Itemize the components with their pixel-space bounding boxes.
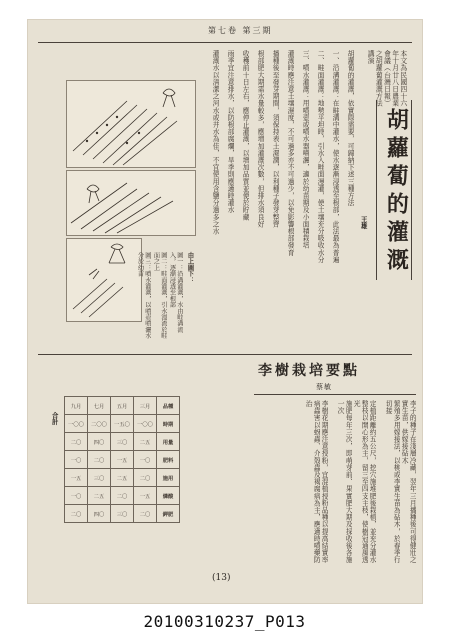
table-row <box>65 433 180 451</box>
text-column: 一、沿溝灌溉：在畦溝中灌水，使水逐漸浸透至根部，此法最為普遍 <box>331 50 340 263</box>
table-cell: 二〇 <box>134 505 157 523</box>
fertilizer-table <box>64 396 180 523</box>
table-cell: 三〇 <box>111 433 134 451</box>
text-column: 病蟲害以蚜蟲、介殼蟲及褐腐病為主，應適時噴藥防治 <box>304 400 321 564</box>
table-cell: 一〇〇 <box>134 415 157 433</box>
table-cell: 一〇 <box>134 451 157 469</box>
table-row <box>65 397 180 415</box>
text-column: 根部肥大期需水量較多，應增加灌溉次數，但排水須良好 <box>256 50 265 228</box>
table-row <box>65 487 180 505</box>
table-header-cell: 燐酸 <box>157 487 180 505</box>
text-column: 李子的種子在淺層冷藏，翌年三月播種後可得健壯之實生苗，供嫁接砧木 <box>400 400 417 564</box>
table-cell: 一五 <box>65 469 88 487</box>
archive-id: 20100310237_P013 <box>143 612 306 631</box>
illustration-spray-irrigation <box>66 238 142 322</box>
table-cell: 三〇 <box>88 469 111 487</box>
table-header-cell: 鉀肥 <box>157 505 180 523</box>
illustration-furrow-irrigation <box>66 80 196 168</box>
article1-title-box <box>376 100 412 280</box>
table-cell: 二〇 <box>65 505 88 523</box>
table-header-cell: 品種 <box>157 397 180 415</box>
page-number: (13) <box>212 573 231 583</box>
table-cell: 二〇 <box>111 487 134 505</box>
text-column: 胡蘿蔔的灌溉，依實際需要，可歸納下述三種方法 <box>346 50 355 207</box>
document-page <box>28 20 422 603</box>
table-header-cell: 施用 <box>157 469 180 487</box>
article2-author: 蔡敏 <box>316 383 332 391</box>
table-cell: 一五 <box>134 487 157 505</box>
table-cell: 四〇 <box>88 433 111 451</box>
table-row <box>65 469 180 487</box>
table-header-cell: 時期 <box>157 415 180 433</box>
article2-title: 李樹栽培要點 <box>258 363 360 379</box>
table-header-cell: 用量 <box>157 433 180 451</box>
table-cell: 五月 <box>111 397 134 415</box>
table-cell: 一五〇 <box>111 415 134 433</box>
table-row <box>65 505 180 523</box>
text-column: 收穫前十日左右，應停止灌溉，以增加品質並便於貯藏 <box>241 50 250 221</box>
table-cell: 九月 <box>65 397 88 415</box>
table-cell: 三月 <box>134 397 157 415</box>
caption-lead: 由上圖下： <box>186 252 194 283</box>
text-column: 二、畦面灌溉：地勢平坦時，引水入畦面漫灌，使土壤充分吸收水分 <box>316 50 325 263</box>
table-cell: 一〇〇 <box>65 415 88 433</box>
article1-author: 王雄 <box>359 216 368 229</box>
header-rule <box>38 42 412 43</box>
illustration-surface-irrigation <box>66 170 196 236</box>
text-column: 繁殖多用嫁接法，以桃或李實生苗為砧木，於春季行切接 <box>384 400 401 564</box>
table-cell: 一〇 <box>65 487 88 505</box>
text-column: 灌溉水以清潔之河水或井水為佳，不宜使用含鹽分過多之水 <box>211 50 220 235</box>
table-cell: 二五 <box>134 433 157 451</box>
table-row <box>65 415 180 433</box>
text-column: 定植距離約五公尺，挖穴施堆肥後栽植，並充分灌水 <box>368 400 377 564</box>
text-column: 圖二：畦面灌溉，引水漫流於畦面之上 <box>152 252 167 339</box>
table-cell: 二五 <box>88 487 111 505</box>
table-cell: 二〇 <box>65 433 88 451</box>
table-cell: 三〇 <box>111 505 134 523</box>
issue-header: 第七卷 第三期 <box>208 26 273 35</box>
text-column: 播種後至發芽期間，須保持表土濕潤，以利種子發芽整齊 <box>271 50 280 228</box>
table-cell: 二五 <box>111 469 134 487</box>
text-column: 雨季宜注意排水，以防根部腐爛，旱季則應適時灌水 <box>226 50 235 214</box>
article1-title: 胡蘿蔔的灌溉 <box>383 108 410 276</box>
article1-intro: 本文為民國四十六年十月廿八日農業會議（台灣日報）之胡蘿蔔灌溉方法講演 <box>366 50 407 107</box>
table-cell: 一〇 <box>65 451 88 469</box>
table-cell: 一五 <box>111 451 134 469</box>
text-column: 施肥每年三次，即萌芽前、果實肥大期及採收後各施一次 <box>336 400 353 564</box>
table-cell: 七月 <box>88 397 111 415</box>
table-row <box>65 451 180 469</box>
table-cell: 二〇〇 <box>88 415 111 433</box>
text-column: 圖一：沿溝灌溉，水由畦溝流入，逐漸浸透至根部 <box>168 252 183 333</box>
text-column: 李樹花期應注意授粉，宜混植授粉品種以提高結實率 <box>320 400 329 564</box>
table-cell: 二〇 <box>88 451 111 469</box>
article2-title-rule <box>254 394 416 395</box>
text-column: 灌溉時應注意土壤濕度，不可過多亦不可過少，以免影響根部發育 <box>286 50 295 256</box>
text-column: 圖三：噴水灌溉，以噴壺噴灑水分於幼苗 <box>136 252 151 339</box>
surface-irrigation-drawing <box>67 171 195 235</box>
table-cell: 二〇 <box>134 469 157 487</box>
section-divider <box>38 354 412 355</box>
spray-irrigation-drawing <box>67 239 141 321</box>
table-label: 合計 <box>50 412 59 425</box>
table-cell: 四〇 <box>88 505 111 523</box>
table-header-cell: 肥料 <box>157 451 180 469</box>
text-column: 整枝以開心形為主，留三至四支主枝，使樹冠通風透光 <box>352 400 369 564</box>
furrow-irrigation-drawing <box>67 81 195 167</box>
text-column: 三、噴水灌溉：用噴壺或噴水器噴灑，適於幼苗期及小面積栽培 <box>301 50 310 249</box>
